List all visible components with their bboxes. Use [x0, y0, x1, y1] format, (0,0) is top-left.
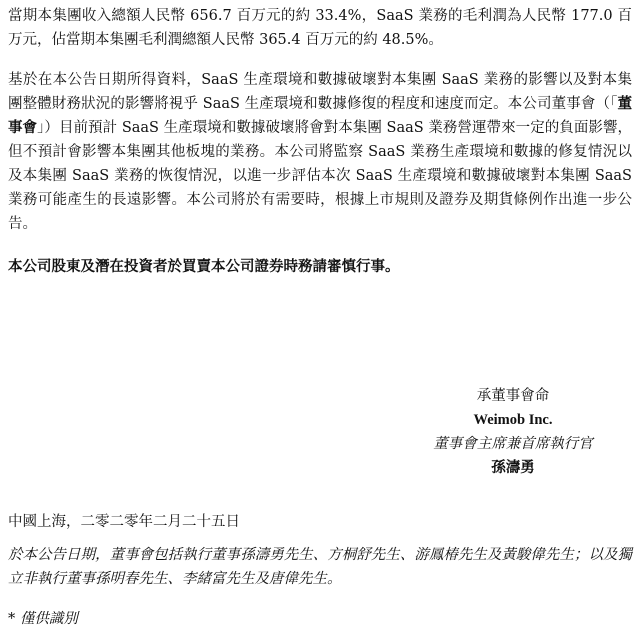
signature-order: 承董事會命	[476, 388, 550, 404]
investor-warning: 本公司股東及潛在投資者於買賣本公司證券時務請審慎行事。	[8, 258, 400, 275]
impact-paragraph-part2: 」）目前預計 SaaS 生產環境和數據破壞將會對本集團 SaaS 業務營運帶來一定的負面影響，但不預計會影響本集團其他板塊的業務。本公司將監察 SaaS 業務生產環境和數據的修复情況以及本集團 SaaS 業務的恢復情況，以進一步評估本次 SaaS 生產環境和數據破壞對本集團 SaaS 業務可能產生的長遠影響。本公司將於有需要時，根據上市規則及證券及期貨條例作出進一步公告。	[8, 120, 633, 232]
board-composition: 於本公告日期，董事會包括執行董事孫濤勇先生、方桐舒先生、游鳳椿先生及黃駿偉先生；以及獨立非執行董事孫明春先生、李緒富先生及唐偉先生。	[8, 547, 632, 587]
identification-note: * 僅供識別	[8, 611, 78, 627]
announcement-date: 中國上海，二零二零年二月二十五日	[8, 514, 240, 530]
signature-name: 孫濤勇	[491, 459, 535, 476]
impact-paragraph-part1: 基於在本公告日期所得資料，SaaS 生產環境和數據破壞對本集團 SaaS 業務的影響以及對本集團整體財務狀況的影響將視乎 SaaS 生產環境和數據修復的程度和速度而定。本公司董事會（「	[8, 72, 632, 112]
board-term: 董事會	[8, 95, 632, 136]
revenue-paragraph: 當期本集團收入總額人民幣 656.7 百万元的約 33.4%，SaaS 業務的毛利潤為人民幣 177.0 百万元，佔當期本集團毛利潤總額人民幣 365.4 百万元的約 48.5%。	[8, 8, 632, 48]
signature-company: Weimob Inc.	[473, 412, 553, 428]
signature-title: 董事會主席兼首席執行官	[433, 436, 593, 452]
impact-paragraph	[8, 68, 632, 236]
